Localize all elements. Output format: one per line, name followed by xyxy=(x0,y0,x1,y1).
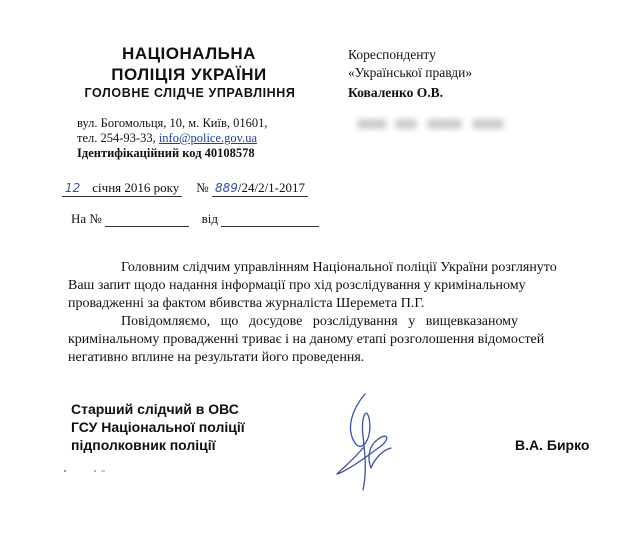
recipient-outlet: «Української правди» xyxy=(348,65,473,80)
reference-number-blank xyxy=(105,214,189,227)
reference-number-label: На № xyxy=(71,211,102,226)
reference-date-blank xyxy=(221,214,319,227)
body-paragraph2-line2: кримінальному провадженні триває і на даному етапі розголошення відомостей xyxy=(68,332,545,347)
signatory-position: Старший слідчий в ОВС xyxy=(71,401,239,417)
body-paragraph2-line3: негативно вплине на результати його проведення. xyxy=(68,350,365,365)
org-name-line1: НАЦІОНАЛЬНА xyxy=(122,44,256,63)
reference-line xyxy=(71,211,319,227)
handwritten-day: 12 xyxy=(65,181,81,195)
recipient-title: Кореспонденту xyxy=(348,47,436,62)
body-paragraph2-line1: Повідомляємо, що досудове розслідування у вищевказаному xyxy=(121,314,519,329)
outgoing-date xyxy=(62,180,182,197)
faint-marks xyxy=(55,465,125,477)
handwritten-signature xyxy=(325,388,410,498)
outgoing-number xyxy=(212,180,308,197)
org-name-line2: ПОЛІЦІЯ УКРАЇНИ xyxy=(111,65,267,84)
body-paragraph1-line2: Ваш запит щодо надання інформації про хід розслідування у кримінальному xyxy=(68,278,526,293)
outgoing-number-label: № xyxy=(196,180,209,195)
org-address: вул. Богомольця, 10, м. Київ, 01601, xyxy=(77,116,268,130)
org-id-code: Ідентифікаційний код 40108578 xyxy=(77,146,255,160)
org-department: ГОЛОВНЕ СЛІДЧЕ УПРАВЛІННЯ xyxy=(84,86,296,100)
org-contacts xyxy=(77,131,257,146)
signatory-name: В.А. Бирко xyxy=(515,437,590,453)
outgoing-number-suffix: /24/2/1-2017 xyxy=(237,180,306,195)
recipient-name: Коваленко О.В. xyxy=(348,85,444,100)
signatory-rank: підполковник поліції xyxy=(71,437,216,453)
outgoing-month-year: січня 2016 року xyxy=(92,180,180,195)
signatory-unit: ГСУ Національної поліції xyxy=(71,419,245,435)
body-paragraph1-line3: провадженні за фактом вбивства журналіста Шеремета П.Г. xyxy=(68,296,425,311)
org-phone: тел. 254-93-33, xyxy=(77,131,159,145)
body-paragraph1-line1: Головним слідчим управлінням Національної поліції України розглянуто xyxy=(121,260,557,275)
redacted-address xyxy=(357,119,507,131)
handwritten-number: 889 xyxy=(214,181,238,195)
outgoing-date-number xyxy=(62,180,308,197)
org-email-link[interactable]: info@police.gov.ua xyxy=(158,131,258,145)
reference-date-label: від xyxy=(201,211,218,226)
